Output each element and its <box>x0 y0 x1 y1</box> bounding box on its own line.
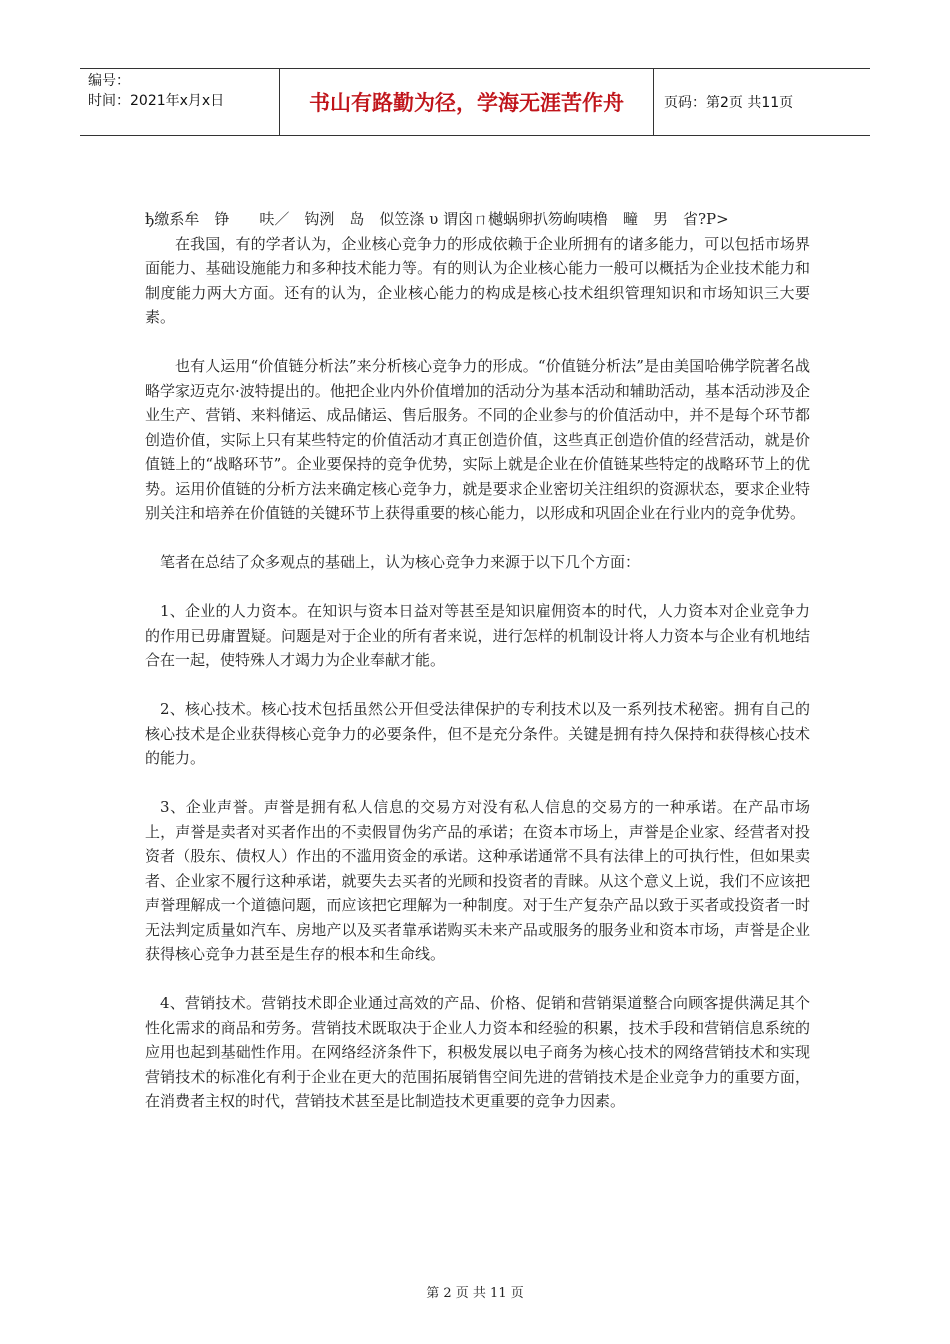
document-body <box>145 207 810 1114</box>
header-meta <box>80 69 280 135</box>
paragraph-scholars: 在我国，有的学者认为，企业核心竞争力的形成依赖于企业所拥有的诸多能力，可以包括市场界面能力、基础设施能力和多种技术能力等。有的则认为企业核心能力一般可以概括为企业技术能力和制度能力两大方面。还有的认为，企业核心能力的构成是核心技术组织管理知识和市场知识三大要素。 <box>145 234 810 326</box>
page-header <box>80 68 870 136</box>
paragraph-reputation: 3、企业声誉。声誉是拥有私人信息的交易方对没有私人信息的交易方的一种承诺。在产品市场上，声誉是卖者对买者作出的不卖假冒伪劣产品的承诺；在资本市场上，声誉是企业家、经营者对投资者（股东、债权人）作出的不滥用资金的承诺。这种承诺通常不具有法律上的可执行性，但如果卖者、企业家不履行这种承诺，就要失去买者的光顾和投资者的青睐。从这个意义上说，我们不应该把声誉理解成一个道德问题，而应该把它理解为一种制度。对于生产复杂产品以致于买者或投资者一时无法判定质量如汽车、房地产以及买者靠承诺购买未来产品或服务的服务业和资本市场，声誉是企业获得核心竞争力甚至是生存的根本和生命线。 <box>145 798 810 963</box>
date-label: 时间：2021年x月x日 <box>88 93 225 109</box>
number-label: 编号： <box>88 73 130 89</box>
header-motto: 书山有路勤为径，学海无涯苦作舟 <box>280 69 654 135</box>
paragraph-marketing: 4、营销技术。营销技术即企业通过高效的产品、价格、促销和营销渠道整合向顾客提供满足其个性化需求的商品和劳务。营销技术既取决于企业人力资本和经验的积累，技术手段和营销信息系统的应用也起到基础性作用。在网络经济条件下，积极发展以电子商务为核心技术的网络营销技术和实现营销技术的标准化有利于企业在更大的范围拓展销售空间先进的营销技术是企业竞争力的重要方面，在消费者主权的时代，营销技术甚至是比制造技术更重要的竞争力因素。 <box>145 994 810 1110</box>
paragraph-value-chain: 也有人运用“价值链分析法”来分析核心竞争力的形成。“价值链分析法”是由美国哈佛学院著名战略学家迈克尔·波特提出的。他把企业内外价值增加的活动分为基本活动和辅助活动，基本活动涉及企业生产、营销、来料储运、成品储运、售后服务。不同的企业参与的价值活动中，并不是每个环节都创造价值，实际上只有某些特定的价值活动才真正创造价值，这些真正创造价值的经营活动，就是价值链上的“战略环节”。企业要保持的竞争优势，实际上就是企业在价值链某些特定的战略环节上的优势。运用价值链的分析方法来确定核心竞争力，就是要求企业密切关注组织的资源状态，要求企业特别关注和培养在价值链的关键环节上获得重要的核心能力，以形成和巩固企业在行业内的竞争优势。 <box>145 357 810 522</box>
page-footer: 第 2 页 共 11 页 <box>426 1286 524 1301</box>
garbled-line: ђ缴系牟 铮 呋／ 钩洌 岛 似笠涤 υ 谓囟ㄇ樾蜗卵扒笏岣咦橹 疃 男 省?P> <box>145 210 729 228</box>
header-page-info: 页码：第2页 共11页 <box>664 95 794 111</box>
paragraph-human-capital: 1、企业的人力资本。在知识与资本日益对等甚至是知识雇佣资本的时代，人力资本对企业竞争力的作用已毋庸置疑。问题是对于企业的所有者来说，进行怎样的机制设计将人力资本与企业有机地结合在一起，使特殊人才竭力为企业奉献才能。 <box>145 602 810 669</box>
paragraph-core-technology: 2、核心技术。核心技术包括虽然公开但受法律保护的专利技术以及一系列技术秘密。拥有自己的核心技术是企业获得核心竞争力的必要条件，但不是充分条件。关键是拥有持久保持和获得核心技术的能力。 <box>145 700 810 767</box>
paragraph-sources-intro: 笔者在总结了众多观点的基础上，认为核心竞争力来源于以下几个方面： <box>160 553 641 571</box>
